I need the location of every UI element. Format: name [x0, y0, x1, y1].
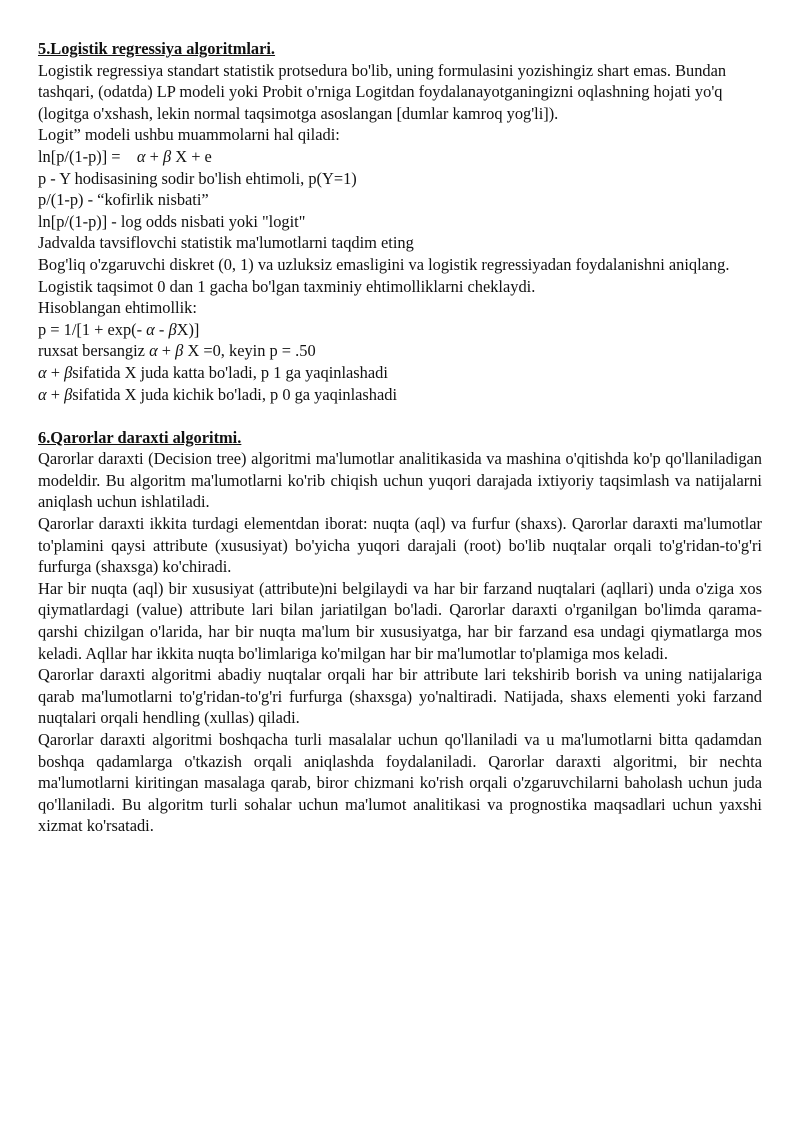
table-note: Jadvalda tavsiflovchi statistik ma'lumotlarni taqdim eting — [38, 233, 414, 253]
formula-lhs: ln[p/(1-p)] = — [38, 146, 121, 166]
section5-heading: 5.Logistik regressiya algoritmlari. — [38, 39, 276, 58]
section6-paragraph: Qarorlar daraxti algoritmi abadiy nuqtalar orqali har bir attribute lari tekshirib borish va uning natijalariga qarab ma'lumotlarni to'g'ridan-to'g'ri furfurga (shaxsga) yo'naltiradi. Natijada, shaxs elementi yoki farzand nuqtalari orqali hendling (xullas) qiladi. — [38, 665, 762, 728]
restrict-note: Logistik taqsimot 0 dan 1 gacha bo'lgan taxminiy ehtimolliklarni cheklaydi. — [38, 276, 536, 296]
line-small-text: sifatida X juda kichik bo'ladi, p 0 ga yaqinlashadi — [72, 384, 398, 404]
beta-symbol: β — [163, 146, 172, 166]
section6-heading: 6.Qarorlar daraxti algoritmi. — [38, 427, 242, 447]
formula2-post: X)] — [176, 319, 200, 339]
alpha-symbol: α — [136, 146, 146, 166]
definition-logodds: ln[p/(1-p)] - log odds nisbati yoki "logit" — [38, 211, 306, 231]
beta-symbol: β — [64, 362, 73, 382]
dependent-note: Bog'liq o'zgaruvchi diskret (0, 1) va uzluksiz emasligini va logistik regressiyadan foydalanishni aniqlang. — [38, 254, 730, 274]
beta-symbol: β — [168, 319, 177, 339]
beta-symbol: β — [64, 384, 73, 404]
formula3-post: X =0, keyin p = .50 — [187, 341, 316, 361]
document-page — [38, 38, 762, 837]
section6-paragraph: Qarorlar daraxti ikkita turdagi elementdan iborat: nuqta (aql) va furfur (shaxs). Qarorlar daraxti ma'lumotlar to'plamini qaysi attribute (xususiyat) bo'yicha yuqori darajali (root) bo'lib nuqtalar orqali to'g'ridan-to'g'ri furfurga (shaxsga) ko'chiradi. — [38, 514, 762, 577]
plus-sign: + — [50, 362, 60, 382]
logit-intro: Logit” modeli ushbu muammolarni hal qiladi: — [38, 125, 340, 145]
calc-label: Hisoblangan ehtimollik: — [38, 298, 197, 318]
section6-paragraph: Har bir nuqta (aql) bir xususiyat (attribute)ni belgilaydi va har bir farzand nuqtalari (aqllari) unda o'ziga xos qiymatlardagi (value) attribute lari bilan jariatilgan bo'ladi. Qarorlar daraxti o'rganilgan bo'limda qarama-qarshi chizilgan o'larida, har bir nuqta ma'lum bir xususiyatga, har bir farzand esa undagi qiymatlarga mos keladi. Aqllar har ikkita nuqta bo'limlariga ko'milgan har bir ma'lumotlar to'plamiga mos keladi. — [38, 578, 762, 663]
formula-permit — [38, 340, 762, 362]
definition-p: p - Y hodisasining sodir bo'lish ehtimoli, p(Y=1) — [38, 168, 357, 188]
line-small-x — [38, 384, 762, 406]
alpha-symbol: α — [149, 341, 158, 361]
plus-sign: + — [149, 146, 159, 166]
line-large-text: sifatida X juda katta bo'ladi, p 1 ga yaqinlashadi — [72, 362, 388, 382]
alpha-symbol: α — [38, 362, 47, 382]
formula-rest: X + e — [175, 146, 212, 166]
line-large-x — [38, 362, 762, 384]
formula-logit — [38, 146, 762, 168]
formula2-pre: p = 1/[1 + exp(- — [38, 319, 143, 339]
alpha-symbol: α — [146, 319, 155, 339]
alpha-symbol: α — [38, 384, 47, 404]
section6-paragraph: Qarorlar daraxti algoritmi boshqacha turli masalalar uchun qo'llaniladi va u ma'lumotlarni bitta qadamdan boshqa qadamlarga o'tkazish orqali aniqlashda foydalaniladi. Qarorlar daraxti algoritmi, bir nechta ma'lumotlarni kiritingan masalaga qarab, biror chizmani ko'rish orqali o'zgaruvchilarni baholash uchun juda qo'llaniladi. Bu algoritm turli sohalar uchun ma'lumot analitikasi va prognostika maqsadlari uchun yaxshi xizmat ko'rsatadi. — [38, 730, 762, 836]
formula-probability — [38, 319, 762, 341]
minus-sign: - — [158, 319, 165, 339]
formula3-pre: ruxsat bersangiz — [38, 341, 145, 361]
section6-paragraph: Qarorlar daraxti (Decision tree) algoritmi ma'lumotlar analitikasida va mashina o'qitishda ko'p qo'llaniladigan modeldir. Bu algoritm ma'lumotlarni ko'rib chiqish uchun yuqori darajada ixtiyoriy taqsimlash va natijalarni aniqlash uchun ishlatiladi. — [38, 449, 762, 512]
section5-intro: Logistik regressiya standart statistik protsedura bo'lib, uning formulasini yozishingiz shart emas. Bundan tashqari, (odatda) LP modeli yoki Probit o'rniga Logitdan foydalanayotganingizni oqlashning hojati yo'q (logitga o'xshash, lekin normal taqsimotga asoslangan [dumlar kamroq yog'li]). — [38, 60, 727, 123]
beta-symbol: β — [175, 341, 184, 361]
plus-sign: + — [50, 384, 60, 404]
definition-odds: p/(1-p) - “kofirlik nisbati” — [38, 190, 209, 210]
plus-sign: + — [161, 341, 172, 361]
